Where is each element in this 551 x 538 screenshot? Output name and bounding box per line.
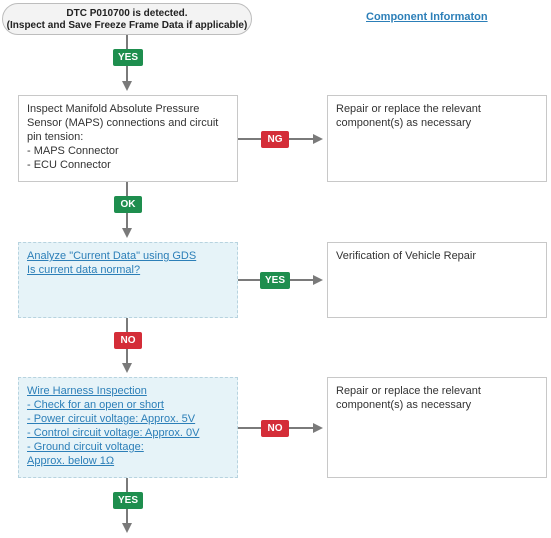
- result1-line-2: component(s) as necessary: [336, 117, 472, 129]
- ng-badge: NG: [261, 131, 289, 148]
- step2-analyze-current-data-box: [18, 242, 238, 318]
- step3-line-2[interactable]: - Check for an open or short: [27, 399, 164, 411]
- step1-line-2: Sensor (MAPS) connections and circuit: [27, 117, 219, 129]
- step1-line-4: - MAPS Connector: [27, 145, 119, 157]
- no-badge-2: NO: [261, 420, 289, 437]
- result1-line-1: Repair or replace the relevant: [336, 103, 481, 115]
- step2-question-link[interactable]: Is current data normal?: [27, 264, 141, 276]
- yes-badge-3: YES: [113, 492, 143, 509]
- step2-analyze-link[interactable]: Analyze "Current Data" using GDS: [27, 250, 197, 262]
- step3-line-5[interactable]: - Ground circuit voltage:: [27, 441, 144, 453]
- start-line-1: DTC P010700 is detected.: [66, 8, 188, 19]
- result1-repair-box: [327, 95, 547, 182]
- component-information-link[interactable]: Component Informaton: [366, 11, 488, 23]
- result2-text: Verification of Vehicle Repair: [336, 250, 477, 262]
- yes-badge-2: YES: [260, 272, 290, 289]
- step1-line-1: Inspect Manifold Absolute Pressure: [27, 103, 200, 115]
- result3-line-2: component(s) as necessary: [336, 399, 472, 411]
- result3-repair-box: [327, 377, 547, 478]
- result3-line-1: Repair or replace the relevant: [336, 385, 481, 397]
- ok-badge: OK: [114, 196, 142, 213]
- step3-line-6[interactable]: Approx. below 1Ω: [27, 455, 115, 467]
- step1-line-5: - ECU Connector: [27, 159, 111, 171]
- start-line-2: (Inspect and Save Freeze Frame Data if applicable): [6, 20, 248, 31]
- result2-verification-box: [327, 242, 547, 318]
- step1-line-3: pin tension:: [27, 131, 84, 143]
- yes-badge-1: YES: [113, 49, 143, 66]
- start-node: [2, 3, 252, 35]
- no-badge-1: NO: [114, 332, 142, 349]
- step3-line-3[interactable]: - Power circuit voltage: Approx. 5V: [27, 413, 196, 425]
- step3-wire-harness-box: [18, 377, 238, 478]
- step3-line-1[interactable]: Wire Harness Inspection: [27, 385, 147, 397]
- step3-line-4[interactable]: - Control circuit voltage: Approx. 0V: [27, 427, 200, 439]
- step1-inspect-connections-box: [18, 95, 238, 182]
